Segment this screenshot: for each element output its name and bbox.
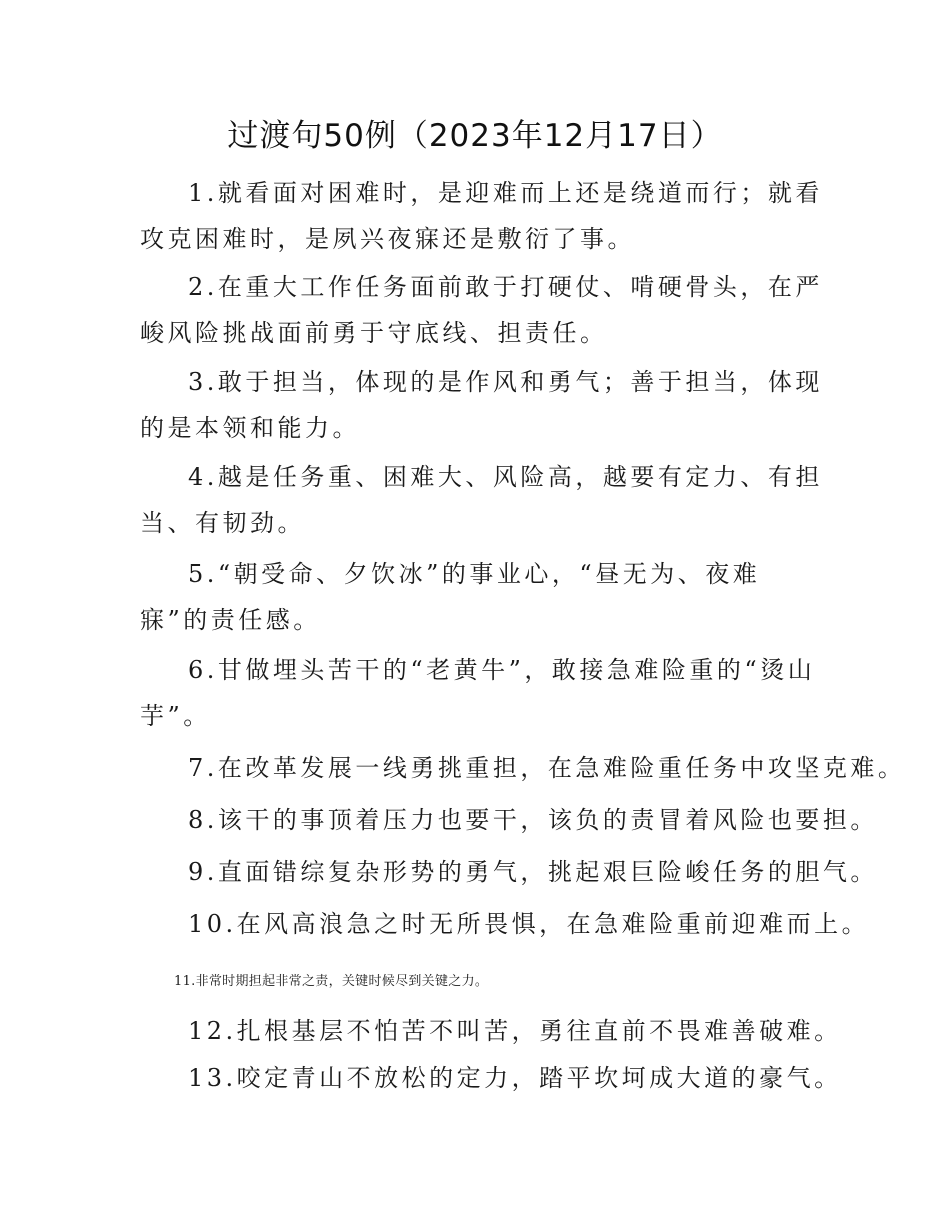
list-item: 10.在风高浪急之时无所畏惧，在急难险重前迎难而上。	[188, 910, 870, 938]
list-item: 12.扎根基层不怕苦不叫苦，勇往直前不畏难善破难。	[188, 1017, 842, 1045]
list-item: 5.“朝受命、夕饮冰”的事业心，“昼无为、夜难寐”的责任感。	[140, 560, 761, 634]
list-item: 3.敢于担当，体现的是作风和勇气；善于担当，体现的是本领和能力。	[140, 368, 823, 442]
list-item: 6.甘做埋头苦干的“老黄牛”，敢接急难险重的“烫山芋”。	[140, 656, 816, 730]
document-title: 过渡句50例（2023年12月17日）	[227, 118, 723, 154]
list-item: 7.在改革发展一线勇挑重担，在急难险重任务中攻坚克难。	[188, 754, 906, 782]
list-item: 2.在重大工作任务面前敢于打硬仗、啃硬骨头，在严峻风险挑战面前勇于守底线、担责任。	[140, 273, 823, 347]
list-item: 4.越是任务重、困难大、风险高，越要有定力、有担当、有韧劲。	[140, 463, 823, 537]
list-item: 8.该干的事顶着压力也要干，该负的责冒着风险也要担。	[188, 806, 878, 834]
list-item: 1.就看面对困难时，是迎难而上还是绕道而行；就看攻克困难时，是夙兴夜寐还是敷衍了事。	[140, 179, 823, 253]
list-item: 11.非常时期担起非常之责，关键时候尽到关键之力。	[174, 974, 489, 989]
list-item: 9.直面错综复杂形势的勇气，挑起艰巨险峻任务的胆气。	[188, 858, 878, 886]
list-item: 13.咬定青山不放松的定力，踏平坎坷成大道的豪气。	[188, 1064, 842, 1092]
